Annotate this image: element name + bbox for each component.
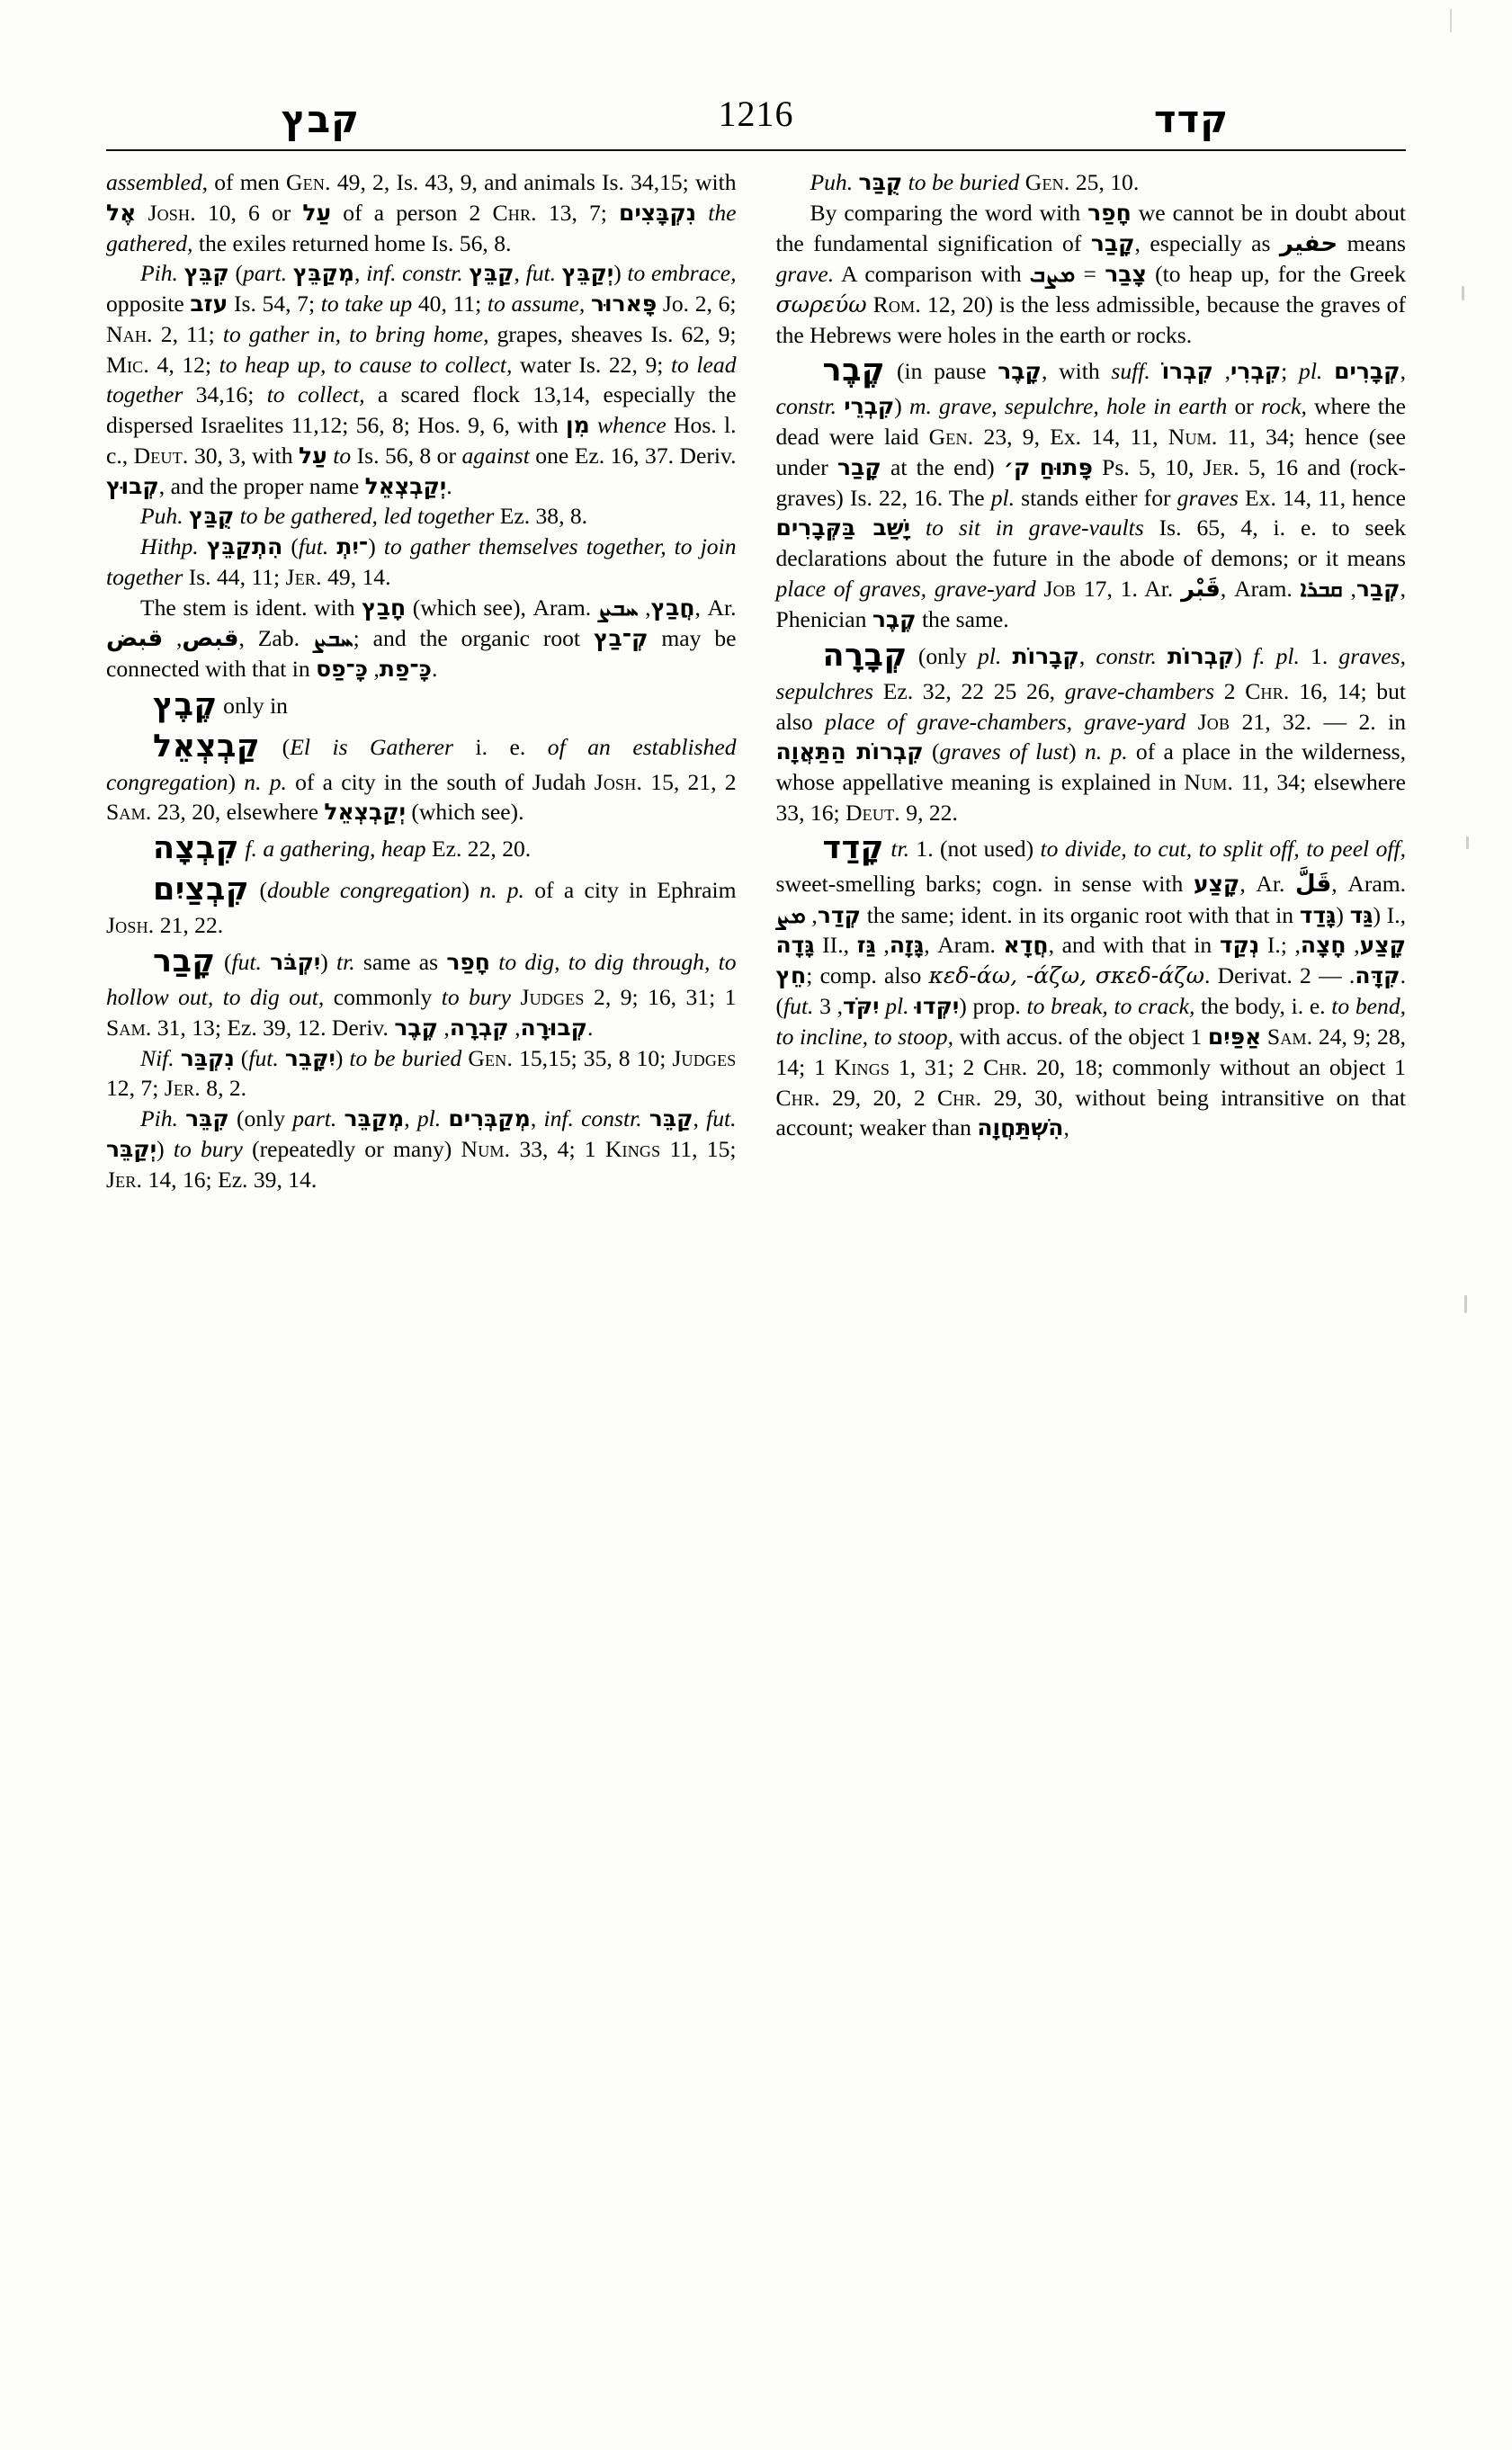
- italic-gloss: graves, sepulchres: [775, 642, 1407, 704]
- hebrew-text: גָּזָה: [889, 932, 925, 959]
- hebrew-text: קֻבַּר: [858, 169, 903, 195]
- entry-paragraph: Hithp. הִתְקַבֵּץ (fut. ־יִתְ) to gather themselves together, to join together Is. 44, 11; Jer. 49, 14.: [106, 533, 737, 591]
- italic-gloss: graves of lust: [939, 738, 1069, 765]
- scripture-reference: Kings: [834, 1053, 890, 1080]
- hebrew-text: יָשַׁב בַּקְּבָרִים: [775, 514, 911, 541]
- scripture-reference: Deut.: [845, 799, 900, 826]
- italic-gloss: n. p.: [244, 768, 287, 795]
- italic-gloss: inf. constr.: [366, 260, 463, 287]
- scripture-reference: Num.: [461, 1135, 511, 1162]
- scan-artifact: [1450, 9, 1452, 32]
- italic-gloss: to sit in grave-vaults: [925, 514, 1144, 541]
- italic-gloss: whence: [596, 411, 667, 438]
- entry-paragraph: קָבַר (fut. יִקְבֹּר) tr. same as חָפַר to dig, to dig through, to hollow out, to dig out, commonly to bury Judges 2, 9; 16, 31; 1 Sam. 31, 13; Ez. 39, 12. Deriv. קְבוּרָה, קִבְרָה, קֶבֶר .: [106, 943, 737, 1041]
- italic-gloss: n. p.: [479, 877, 524, 904]
- hebrew-text: כָּ־פַס: [316, 655, 369, 682]
- greek-text: σωρεύω: [775, 291, 867, 317]
- hebrew-text: קִבְרֵי: [844, 393, 895, 420]
- hebrew-text: קִבֵּר: [185, 1105, 229, 1132]
- hebrew-text: מְקַבֵּץ: [292, 260, 354, 287]
- two-column-body: [106, 167, 1406, 2396]
- arabic-text: قَلَّ: [1295, 871, 1332, 899]
- hebrew-text: גַּז: [856, 932, 876, 959]
- greek-text: κεδ-άω, -άζω, σκεδ-άζω: [928, 962, 1205, 989]
- italic-gloss: fut.: [231, 949, 262, 975]
- hebrew-text: קִבְרוֹ: [1161, 358, 1213, 385]
- hebrew-text: פָּארוּר: [590, 291, 658, 317]
- scripture-reference: Jer.: [1203, 453, 1239, 480]
- hebrew-text: עַל: [302, 199, 332, 226]
- scripture-reference: Josh.: [106, 912, 155, 939]
- scripture-reference: Chr.: [983, 1053, 1028, 1080]
- italic-gloss: rock,: [1260, 393, 1307, 420]
- hebrew-text: פָּתוּחַ: [1039, 453, 1093, 480]
- scripture-reference: Jer.: [164, 1075, 201, 1102]
- italic-gloss: part.: [292, 1105, 337, 1132]
- scripture-reference: Sam.: [106, 1014, 152, 1041]
- hebrew-text: קָצַע: [1359, 932, 1406, 959]
- header-left-headword: קבץ: [281, 97, 361, 141]
- italic-gloss: double congregation: [266, 877, 462, 904]
- italic-gloss: grave.: [775, 260, 835, 287]
- hebrew-text: יִקָּבֵר: [284, 1044, 336, 1071]
- hebrew-text: הִתְקַבֵּץ: [206, 533, 283, 560]
- syriac-text: ܡܨ: [775, 901, 806, 928]
- italic-gloss: n. p.: [1084, 738, 1128, 765]
- entry-paragraph: Puh. קֻבַּץ to be gathered, led together Ez. 38, 8.: [140, 503, 588, 530]
- hebrew-text: קֶבֶר: [394, 1014, 439, 1041]
- italic-gloss: tr.: [890, 836, 909, 863]
- hebrew-text: צָבַר: [1105, 260, 1147, 287]
- italic-gloss: Pih.: [140, 260, 178, 287]
- italic-gloss: constr.: [775, 393, 837, 420]
- italic-gloss: to be buried: [349, 1044, 462, 1071]
- hebrew-text: יִקֹּד: [843, 993, 880, 1020]
- entry-paragraph: Nif. נִקְבַּר (fut. יִקָּבֵר) to be buried Gen. 15,15; 35, 8 10; Judges 12, 7; Jer. 8, 2.: [106, 1044, 737, 1102]
- scripture-reference: Nah.: [106, 320, 153, 347]
- italic-gloss: to gather in, to bring home,: [222, 320, 489, 347]
- italic-gloss: to lead together: [106, 351, 737, 408]
- hebrew-text: יְקַבְצְאֵל: [364, 472, 447, 499]
- hebrew-text: נִקְבַּר: [180, 1044, 235, 1071]
- italic-gloss: fut.: [298, 533, 329, 560]
- hebrew-text: גָּדָה: [775, 932, 815, 959]
- italic-gloss: Nif.: [140, 1044, 174, 1071]
- scan-artifact: [1464, 1295, 1467, 1313]
- scripture-reference: Gen.: [1024, 169, 1070, 195]
- entry-headword: קַבְצְאֵל: [153, 728, 261, 765]
- hebrew-text: אֶל: [106, 199, 137, 226]
- hebrew-text: יְקַבֵּץ: [561, 260, 614, 287]
- scripture-reference: Josh.: [594, 768, 643, 795]
- hebrew-text: עַל: [299, 442, 327, 469]
- hebrew-text: קִדָּה: [1355, 962, 1400, 989]
- hebrew-text: יְקַבְצְאֵל: [324, 799, 407, 826]
- italic-gloss: of an established congregation: [106, 733, 737, 795]
- italic-gloss: assembled,: [106, 169, 209, 195]
- italic-gloss: pl.: [990, 484, 1015, 511]
- scripture-reference: Num.: [1184, 769, 1234, 796]
- entry-paragraph: קִבְצַיִם (double congregation) n. p. of a city in Ephraim Josh. 21, 22.: [106, 872, 737, 939]
- entry-paragraph: Pih. קִבֵּץ (part. מְקַבֵּץ, inf. constr. קַבֵּץ, fut. יְקַבֵּץ) to embrace, opposite עזב Is. 54, 7; to take up 40, 11; to assume, פָּארוּר Jo. 2, 6; Nah. 2, 11; to gather in, to bring home, grapes, sheaves Is. 62, 9; Mic. 4, 12; to heap up, to cause to collect, water Is. 22, 9; to lead together 34,16; to collect, a scared flock 13,14, especially the dispersed Israelites 11,12; 56, 8; Hos. 9, 6, with מִן whence Hos. l. c., Deut. 30, 3, with עַל to Is. 56, 8 or against one Ez. 16, 37. Deriv. קְבוּץ, and the proper name יְקַבְצְאֵל.: [106, 260, 737, 499]
- entry-headword: קָדַד: [822, 830, 884, 867]
- hebrew-text: הִשְׁתַּחֲוָה: [977, 1114, 1064, 1141]
- syriac-text: ܚܒܨ: [312, 624, 353, 651]
- hebrew-text: מִן: [565, 411, 590, 438]
- scripture-reference: Judges: [520, 984, 585, 1011]
- hebrew-text: קִבְרָה: [449, 1014, 509, 1041]
- italic-gloss: pl.: [885, 993, 909, 1020]
- scripture-reference: Judges: [672, 1044, 737, 1071]
- hebrew-text: עזב: [190, 291, 228, 317]
- hebrew-text: חָצָה: [1300, 932, 1346, 959]
- hebrew-text: קְבָרוֹת: [1012, 642, 1079, 669]
- entry-paragraph: assembled, of men Gen. 49, 2, Is. 43, 9, and animals Is. 34,15; with אֶל Josh. 10, 6 or עַל of a person 2 Chr. 13, 7; נִקְבָּצִים the gathered, the exiles returned home Is. 56, 8.: [106, 169, 737, 256]
- arabic-text: قَبْر: [1181, 575, 1221, 603]
- scripture-reference: Num.: [1168, 424, 1218, 451]
- hebrew-text: חָבַץ: [362, 594, 407, 621]
- italic-gloss: to bend, to incline, to stoop,: [775, 993, 1407, 1051]
- hebrew-text: אַפַּיִם: [1207, 1024, 1262, 1051]
- entry-paragraph: קֶבֶר (in pause קָבֶר, with suff. קִבְרִי, קִבְרוֹ ; pl. קְבָרִים, constr. קִבְרֵי) m. grave, sepulchre, hole in earth or rock, where the dead were laid Gen. 23, 9, Ex. 14, 11, Num. 11, 34; hence (see under קָבַר at the end) פָּתוּחַ ק׳ Ps. 5, 10, Jer. 5, 16 and (rock-graves) Is. 22, 16. The pl. stands either for graves Ex. 14, 11, hence יָשַׁב בַּקְּבָרִים to sit in grave-vaults Is. 65, 4, i. e. to seek declarations about the future in the abode of demons; or it means place of graves, grave-yard Job 17, 1. Ar. قَبْر, Aram. קְבַר, ܩܒܪܐ , Phenician קֶבֶר the same.: [775, 353, 1407, 633]
- italic-gloss: constr.: [1096, 642, 1157, 669]
- entry-paragraph: קְבָרָה (only pl. קְבָרוֹת, constr. קִבְרוֹת) f. pl. 1. graves, sepulchres Ez. 32, 22 25 26, grave-chambers 2 Chr. 16, 14; but also place of grave-chambers, grave-yard Job 21, 32. — 2. in קִבְרוֹת הַתַּאֲוָה (graves of lust) n. p. of a place in the wilderness, whose appellative meaning is explained in Num. 11, 34; elsewhere 33, 16; Deut. 9, 22.: [775, 637, 1407, 826]
- italic-gloss: against: [461, 442, 530, 469]
- italic-gloss: to collect,: [266, 381, 365, 408]
- italic-gloss: f. a gathering, heap: [245, 836, 426, 863]
- scripture-reference: Gen.: [468, 1044, 514, 1071]
- italic-gloss: to heap up, to cause to collect,: [219, 351, 513, 378]
- hebrew-text: יְקַבֵּר: [106, 1135, 157, 1162]
- hebrew-text: חֲדָא: [1003, 932, 1049, 959]
- entry-headword: קִבְצָה: [153, 830, 240, 867]
- hebrew-text: נְקַד: [1219, 932, 1260, 959]
- arabic-text: قبص: [182, 624, 239, 652]
- italic-gloss: El is Gatherer: [290, 733, 453, 760]
- hebrew-text: קִבְרוֹת הַתַּאֲוָה: [775, 738, 924, 765]
- italic-gloss: to embrace,: [627, 260, 737, 287]
- hebrew-text: קִבְרִי: [1230, 358, 1282, 385]
- italic-gloss: to assume,: [487, 291, 586, 317]
- scripture-reference: Chr.: [1245, 677, 1290, 704]
- right-column: [776, 167, 1407, 2396]
- italic-gloss: place of graves, grave-yard: [775, 575, 1036, 602]
- italic-gloss: pl.: [416, 1105, 442, 1132]
- italic-gloss: to be gathered, led together: [239, 503, 495, 530]
- syriac-text: ܩܒܪܐ: [1300, 575, 1343, 602]
- hebrew-text: נִקְבָּצִים: [619, 199, 697, 226]
- hebrew-text: גַּד: [1349, 901, 1373, 928]
- hebrew-text: קְבוּץ: [106, 472, 159, 499]
- hebrew-text: קָצַע: [1193, 871, 1240, 898]
- hebrew-text: גָּדַד: [1299, 901, 1337, 928]
- hebrew-text: מְקַבְּרִים: [448, 1105, 531, 1132]
- entry-paragraph: Puh. קֻבַּר to be buried Gen. 25, 10.: [810, 169, 1140, 195]
- scripture-reference: Jer.: [285, 564, 322, 591]
- italic-gloss: pl.: [978, 642, 1002, 669]
- italic-gloss: to dig, to dig through, to hollow out, to dig out,: [106, 949, 737, 1011]
- scripture-reference: Chr.: [492, 199, 537, 226]
- running-head: [106, 88, 1406, 139]
- entry-headword: קֶבֶר: [822, 353, 886, 389]
- italic-gloss: inf. constr.: [543, 1105, 642, 1132]
- italic-gloss: fut.: [525, 260, 557, 287]
- italic-gloss: Puh.: [140, 503, 183, 530]
- italic-gloss: fut.: [706, 1105, 737, 1132]
- scripture-reference: Chr.: [775, 1084, 820, 1111]
- entry-headword: קְבָרָה: [822, 637, 908, 674]
- entry-paragraph: The stem is ident. with חָבַץ (which see), Aram. חֲבַץ, ܚܒܨ , Ar. قبص, قبض , Zab. ܚܒܨ; and the organic root קְ־בַץ may be connected with that in כָּ־פַת, כָּ־פַס .: [106, 594, 737, 682]
- syriac-text: ܚܒܨ: [597, 594, 639, 621]
- hebrew-text: קֻבַּץ: [189, 503, 235, 530]
- hebrew-text: קָבַר: [837, 453, 881, 480]
- italic-gloss: to gather themselves together, to join together: [106, 533, 737, 591]
- scripture-reference: Josh.: [148, 199, 196, 226]
- entry-paragraph: קָדַד tr. 1. (not used) to divide, to cut, to split off, to peel off, sweet-smelling barks; cogn. in sense with קָצַע, Ar. قَلَّ, Aram. קְדַר, ܡܨ the same; ident. in its organic root with that in גַּד (גָּדַד ) I., גָּדָה II., גָּזָה, גַּז , Aram. חֲדָא, and with that in נְקַד I.; קָצַע, חָצָה, חֵץ; comp. also κεδ-άω, -άζω, σκεδ-άζω. Derivat. קִדָּה. — 2. (fut. יִקֹּד, 3 pl. יִקְּדוּ) prop. to break, to crack, the body, i. e. to bend, to incline, to stoop, with accus. of the object אַפַּיִם 1 Sam. 24, 9; 28, 14; 1 Kings 1, 31; 2 Chr. 20, 18; commonly without an object 1 Chr. 29, 20, 2 Chr. 29, 30, without being intransitive on that account; weaker than הִשְׁתַּחֲוָה,: [775, 830, 1407, 1141]
- italic-gloss: fut.: [783, 993, 814, 1020]
- italic-gloss: graves: [1176, 484, 1239, 511]
- italic-gloss: suff.: [1111, 358, 1150, 385]
- italic-gloss: to take up: [320, 291, 413, 317]
- hebrew-text: חֲבַץ: [650, 594, 695, 621]
- scripture-reference: Sam.: [1266, 1024, 1313, 1051]
- hebrew-text: חָפַר: [1087, 199, 1132, 226]
- entry-headword: קִבְצַיִם: [153, 872, 250, 908]
- scripture-reference: Chr.: [937, 1084, 982, 1111]
- entry-paragraph: By comparing the word with חָפַר we cannot be in doubt about the fundamental signification of קָבַר, especially as حفير means grave. A comparison with צָבַר = ܡܨܒ (to heap up, for the Greek σωρεύω Rom. 12, 20) is the less admissible, because the graves of the Hebrews were holes in the earth or rocks.: [775, 199, 1406, 348]
- scripture-reference: Sam.: [106, 799, 152, 826]
- scripture-reference: Rom.: [872, 291, 921, 317]
- italic-gloss: to divide, to cut, to split off, to peel off,: [1040, 836, 1407, 863]
- entry-paragraph: קַבְצְאֵל (El is Gatherer i. e. of an established congregation) n. p. of a city in the south of Judah Josh. 15, 21, 2 Sam. 23, 20, elsewhere יְקַבְצְאֵל (which see).: [106, 728, 737, 826]
- hebrew-text: קֶבֶר: [872, 606, 917, 633]
- entry-paragraph: Pih. קִבֵּר (only part. מְקַבֵּר, pl. מְקַבְּרִים, inf. constr. קַבֵּר, fut. יְקַבֵּר) to bury (repeatedly or many) Num. 33, 4; 1 Kings 11, 15; Jer. 14, 16; Ez. 39, 14.: [106, 1105, 737, 1193]
- arabic-text: قبض: [106, 624, 164, 652]
- hebrew-text: קְבוּרָה: [520, 1014, 587, 1041]
- italic-gloss: part.: [242, 260, 288, 287]
- italic-gloss: grave-chambers: [1064, 677, 1215, 704]
- syriac-text: ܡܨܒ: [1029, 260, 1076, 287]
- hebrew-text: חָפַר: [446, 949, 490, 975]
- hebrew-text: קַבֵּץ: [469, 260, 514, 287]
- hebrew-text: קָבֶר: [998, 358, 1042, 385]
- hebrew-text: כָּ־פַת: [379, 655, 432, 682]
- scan-artifact: [1466, 836, 1469, 849]
- page-number: 1216: [718, 94, 794, 134]
- italic-gloss: to break, to crack,: [1026, 993, 1195, 1020]
- hebrew-text: קְבַר: [1355, 575, 1400, 602]
- hebrew-text: מְקַבֵּר: [344, 1105, 405, 1132]
- scripture-reference: Kings: [604, 1135, 661, 1162]
- italic-gloss: place of grave-chambers, grave-yard: [825, 708, 1186, 735]
- scripture-reference: Job: [1197, 708, 1230, 735]
- arabic-text: حفير: [1279, 229, 1338, 257]
- hebrew-text: יִקְּדוּ: [915, 993, 960, 1020]
- hebrew-text: קְבָרִים: [1334, 358, 1400, 385]
- italic-gloss: fut.: [248, 1044, 279, 1071]
- italic-gloss: m. grave, sepulchre, hole in earth: [908, 393, 1228, 420]
- italic-gloss: Hithp.: [140, 533, 199, 560]
- entry-paragraph: קֶבֶץ only in: [153, 686, 288, 723]
- italic-gloss: to: [333, 442, 352, 469]
- italic-gloss: tr.: [336, 949, 355, 975]
- scripture-reference: Deut.: [133, 442, 189, 469]
- hebrew-text: חֵץ: [775, 962, 807, 989]
- scripture-reference: Gen.: [928, 424, 974, 451]
- italic-gloss: the gathered,: [106, 199, 737, 256]
- hebrew-text: קְדַר: [817, 901, 861, 928]
- italic-gloss: to bury: [441, 984, 511, 1011]
- entry-headword: קֶבֶץ: [153, 686, 218, 723]
- italic-gloss: to bury: [173, 1135, 243, 1162]
- italic-gloss: Pih.: [140, 1105, 178, 1132]
- header-rule: [106, 149, 1406, 151]
- hebrew-text: קִבֵּץ: [183, 260, 229, 287]
- italic-gloss: Puh.: [810, 169, 854, 195]
- scripture-reference: Job: [1043, 575, 1077, 602]
- scan-artifact: [1462, 286, 1464, 300]
- scripture-reference: Gen.: [286, 169, 331, 195]
- hebrew-text: ק׳: [1003, 453, 1031, 480]
- scripture-reference: Jer.: [106, 1166, 143, 1193]
- entry-paragraph: קִבְצָה f. a gathering, heap Ez. 22, 20.: [153, 830, 532, 867]
- hebrew-text: קַבֵּר: [649, 1105, 693, 1132]
- entry-headword: קָבַר: [153, 943, 216, 979]
- left-column: [106, 167, 737, 2396]
- italic-gloss: f. pl.: [1253, 642, 1300, 669]
- header-right-headword: קדד: [1153, 97, 1230, 141]
- italic-gloss: to be buried: [908, 169, 1020, 195]
- hebrew-text: קִבְרוֹת: [1168, 642, 1235, 669]
- hebrew-text: קָבַר: [1090, 229, 1135, 256]
- italic-gloss: pl.: [1299, 358, 1323, 385]
- hebrew-text: ־יִתְ: [336, 533, 369, 560]
- hebrew-text: קְ־בַץ: [593, 624, 649, 651]
- hebrew-text: יִקְבֹּר: [270, 949, 321, 975]
- scripture-reference: Mic.: [106, 351, 149, 378]
